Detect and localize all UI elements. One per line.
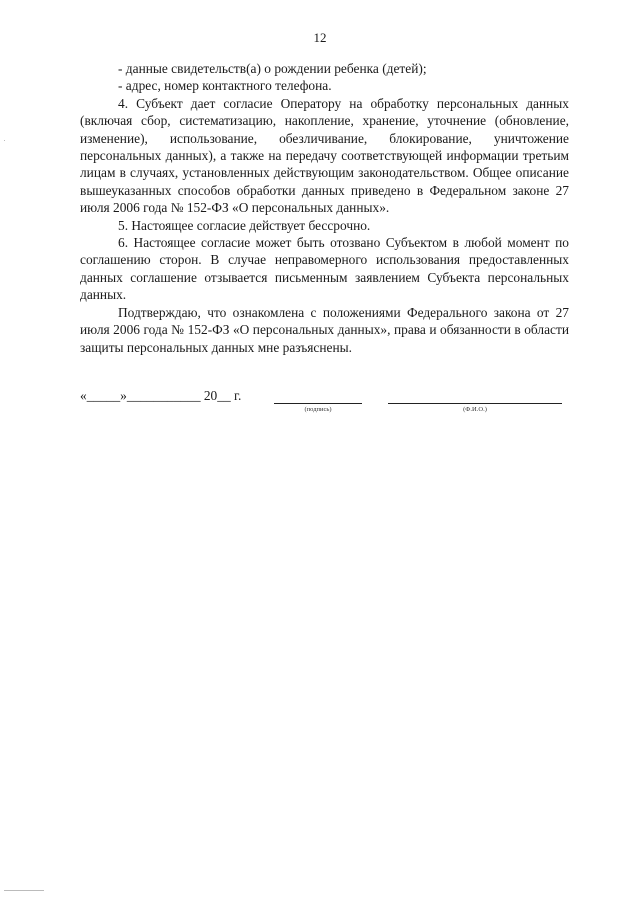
clause-5-validity: 5. Настоящее согласие действует бессрочно. — [118, 217, 371, 233]
clause-4-consent-processing: 4. Субъект дает согласие Оператору на обработку персональных данных (включая сбор, систематизацию, накопление, хранение, уточнение (обновление, изменение), использование, обезличивание, блокирование, уничтожение персональных данных), а также на передачу соответствующей информации третьим лицам в случаях, установленных действующим законодательством. Общее описание вышеуказанных способов обработки данных приведено в Федеральном законе 27 июля 2006 года № 152-ФЗ «О персональных данных». — [80, 95, 569, 216]
signature-block — [80, 388, 569, 428]
list-item-address-phone: - адрес, номер контактного телефона. — [118, 78, 332, 94]
signature-line — [274, 403, 362, 404]
signature-date: «_____»___________ 20__ г. — [80, 388, 242, 403]
confirmation-paragraph: Подтверждаю, что ознакомлена с положениями Федерального закона от 27 июля 2006 года № 152-ФЗ «О персональных данных», права и обязанности в области защиты персональных данных мне разъяснены. — [80, 304, 569, 355]
signature-caption: (подпись) — [304, 406, 332, 413]
full-name-line — [388, 403, 562, 404]
scan-margin-mark — [4, 140, 5, 141]
scan-margin-mark — [4, 890, 44, 891]
clause-6-revocation: 6. Настоящее согласие может быть отозвано Субъектом в любой момент по соглашению сторон. В случае неправомерного использования предоставленных данных соглашение отзывается письменным заявлением Субъекта персональных данных. — [80, 235, 569, 303]
full-name-caption: (Ф.И.О.) — [463, 406, 487, 413]
document-body — [80, 60, 569, 356]
list-item-birth-certificate: - данные свидетельств(а) о рождении ребенка (детей); — [118, 61, 427, 76]
page-number: 12 — [313, 30, 327, 45]
